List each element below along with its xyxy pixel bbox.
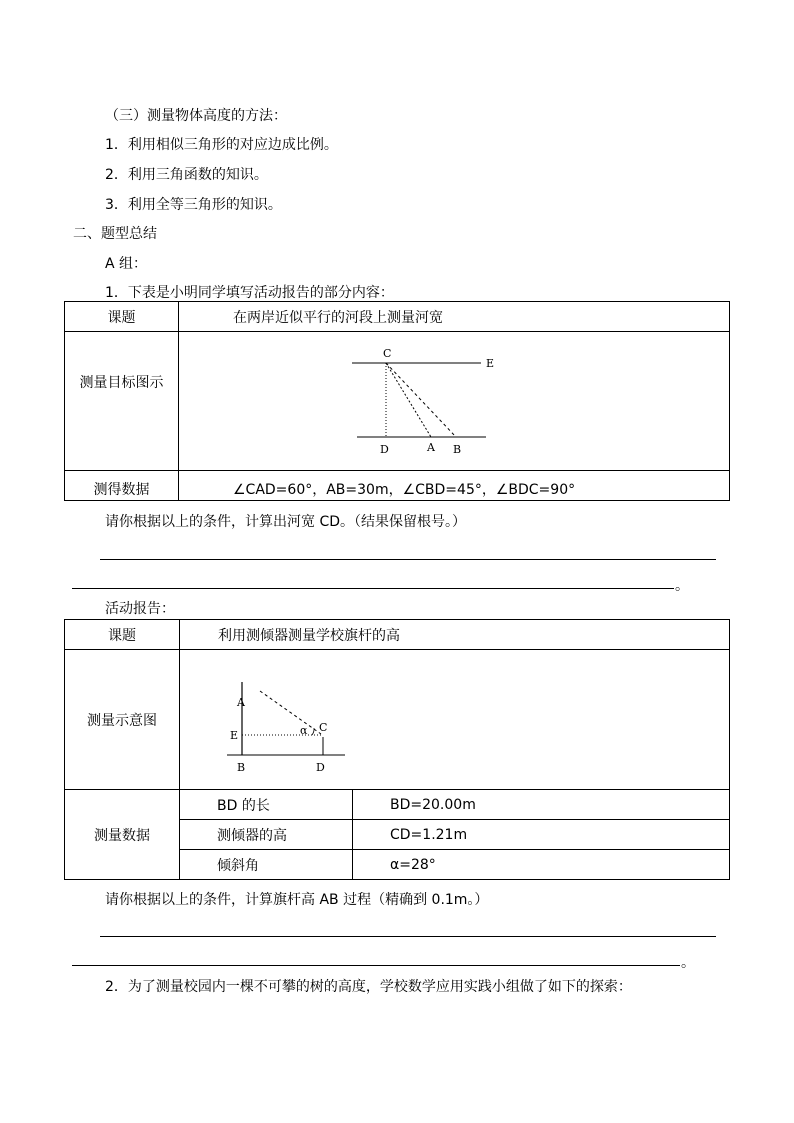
report-topic-value: 利用测倾器测量学校旗杆的高: [180, 620, 730, 650]
answer-line-2: [72, 588, 674, 589]
method-1: 1．利用相似三角形的对应边成比例。: [105, 137, 338, 153]
q1-diagram-label: 测量目标图示: [65, 332, 179, 471]
row-angle-name: 倾斜角: [180, 850, 353, 880]
point-b-label: B: [453, 443, 462, 456]
q1-data-value: ∠CAD=60°，AB=30m，∠CBD=45°，∠BDC=90°: [179, 471, 730, 501]
river-width-diagram: [179, 332, 730, 471]
row-bd-value: BD=20.00m: [353, 790, 730, 820]
q2-text: 2．为了测量校园内一棵不可攀的树的高度，学校数学应用实践小组做了如下的探索：: [105, 979, 632, 995]
point-e-label: E: [230, 729, 239, 742]
point-e-label: E: [486, 357, 495, 370]
q1-report-table: [64, 301, 730, 501]
report-end-mark: 。: [681, 955, 695, 971]
report-diagram-cell: [180, 650, 730, 790]
row-bd-name: BD 的长: [180, 790, 353, 820]
report-diagram-label: 测量示意图: [65, 650, 180, 790]
q1-data-label: 测得数据: [65, 471, 179, 501]
point-c-label: C: [383, 347, 392, 360]
angle-arc: [312, 728, 314, 735]
point-d-label: D: [380, 443, 389, 456]
q1-end-mark: 。: [675, 578, 689, 594]
segment-cb: [386, 363, 456, 437]
row-cd-value: CD=1.21m: [353, 820, 730, 850]
segment-ca: [386, 363, 431, 437]
point-a-label: A: [427, 441, 435, 454]
q1-topic-value: 在两岸近似平行的河段上测量河宽: [179, 302, 730, 332]
report-label: 活动报告：: [105, 601, 175, 617]
answer-line-4: [72, 965, 680, 966]
report-question: 请你根据以上的条件，计算旗杆高 AB 过程（精确到 0.1m。）: [105, 892, 489, 908]
answer-line-3: [100, 936, 716, 937]
q1-intro: 1．下表是小明同学填写活动报告的部分内容：: [105, 285, 394, 301]
alpha-label: α: [300, 724, 308, 737]
point-b-label: B: [237, 761, 246, 774]
methods-heading: （三）测量物体高度的方法：: [105, 108, 287, 124]
flagpole-report-table: [64, 619, 730, 880]
group-a-label: A 组：: [105, 256, 148, 272]
report-data-label: 测量数据: [65, 790, 180, 880]
section-title: 二、题型总结: [73, 226, 157, 242]
q1-question: 请你根据以上的条件，计算出河宽 CD。（结果保留根号。）: [105, 514, 467, 530]
point-c-label: C: [319, 721, 328, 734]
row-angle-value: α=28°: [353, 850, 730, 880]
method-2: 2．利用三角函数的知识。: [105, 167, 268, 183]
q1-diagram-cell: [179, 332, 730, 471]
row-cd-name: 测倾器的高: [180, 820, 353, 850]
sight-line-ca: [260, 691, 321, 734]
point-d-label: D: [316, 761, 325, 774]
q1-topic-label: 课题: [65, 302, 179, 332]
report-topic-label: 课题: [65, 620, 180, 650]
point-a-label: A: [237, 696, 245, 709]
answer-line-1: [100, 559, 716, 560]
flagpole-diagram: [180, 650, 730, 790]
method-3: 3．利用全等三角形的知识。: [105, 197, 282, 213]
